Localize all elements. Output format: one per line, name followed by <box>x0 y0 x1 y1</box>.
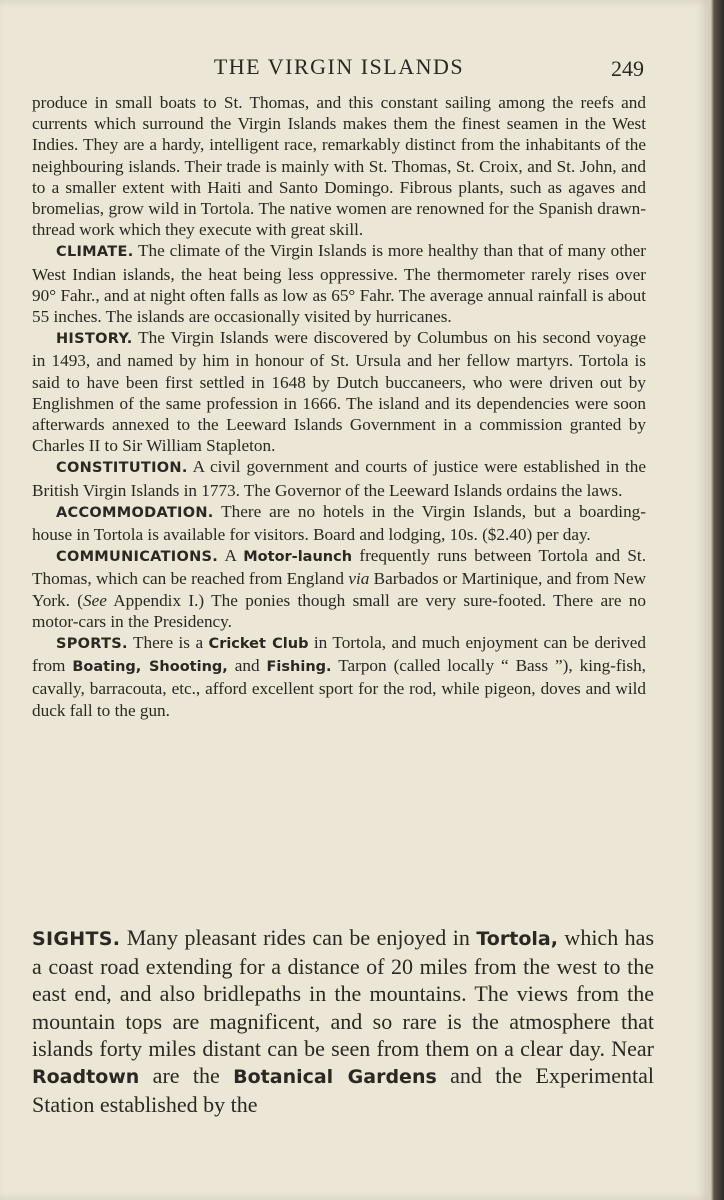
sights-heading: SIGHTS. <box>32 928 121 950</box>
history-heading: HISTORY. <box>56 331 133 348</box>
accommodation-heading: ACCOMMODATION. <box>56 504 214 521</box>
constitution-heading: CONSTITUTION. <box>56 460 188 477</box>
running-header <box>32 50 646 86</box>
climate-paragraph: CLIMATE. The climate of the Virgin Islands is more healthy than that of many other West Indian islands, the heat being less oppressive. The thermometer rarely rises over 90° Fahr., and at night often falls as low as 65° Fahr. The average annual rainfall is about 55 inches. The islands are occasionally visited by hurricanes. <box>32 241 646 327</box>
running-title: THE VIRGIN ISLANDS <box>213 54 465 79</box>
accommodation-paragraph: ACCOMMODATION. There are no hotels in the Virgin Islands, but a boarding-house in Tortola is available for visitors. Board and lodging, 10s. ($2.40) per day. <box>32 501 646 545</box>
intro-paragraph: produce in small boats to St. Thomas, and this constant sailing among the reefs and currents which surround the Virgin Islands makes them the finest seamen in the West Indies. They are a hardy, intelligent race, remarkably distinct from the inhabitants of the neighbouring islands. Their trade is mainly with St. Thomas, St. Croix, and St. John, and to a smaller extent with Haiti and Santo Domingo. Fibrous plants, such as agaves and bromelias, grow wild in Tortola. The native women are renowned for the Spanish drawn-thread work which they execute with great skill. <box>32 93 646 240</box>
climate-heading: CLIMATE. <box>56 244 134 261</box>
page-number: 249 <box>611 56 644 81</box>
sights-paragraph: SIGHTS. Many pleasant rides can be enjoyed in Tortola, which has a coast road extending for a distance of 20 miles from the west to the east end, and also bridlepaths in the mountains. The views from the mountain tops are magnificent, and so rare is the atmosphere that islands forty miles distant can be seen from them on a clear day. Near Roadtown are the Botanical Gardens and the Experimental Station established by the <box>32 925 655 1118</box>
communications-paragraph: COMMUNICATIONS. A Motor-launch frequently runs between Tortola and St. Thomas, which can be reached from England via Barbados or Martinique, and from New York. (See Appendix I.) The ponies though small are very sure-footed. There are no motor-cars in the Presidency. <box>32 546 647 631</box>
page-body <box>32 92 646 721</box>
sports-heading: SPORTS. <box>56 636 128 653</box>
constitution-paragraph: CONSTITUTION. A civil government and courts of justice were established in the British Virgin Islands in 1773. The Governor of the Leeward Islands ordains the laws. <box>32 457 646 500</box>
history-paragraph: HISTORY. The Virgin Islands were discovered by Columbus on his second voyage in 1493, and named by him in honour of St. Ursula and her fellow martyrs. Tortola is said to have been first settled in 1648 by Dutch buccaneers, who were driven out by Englishmen of the same profession in 1666. The island and its dependencies were soon afterwards annexed to the Leeward Islands Government in a commission granted by Charles II to Sir William Stapleton. <box>32 328 646 456</box>
page-edge <box>708 0 724 1200</box>
sports-paragraph: SPORTS. There is a Cricket Club in Tortola, and much enjoyment can be derived from Boating, Shooting, and Fishing. Tarpon (called locally “ Bass ”), king-fish, cavally, barracouta, etc., afford excellent sport for the rod, while pigeon, doves and wild duck fall to the gun. <box>32 633 646 720</box>
sights-section <box>32 924 654 1118</box>
communications-heading: COMMUNICATIONS. <box>56 549 219 566</box>
